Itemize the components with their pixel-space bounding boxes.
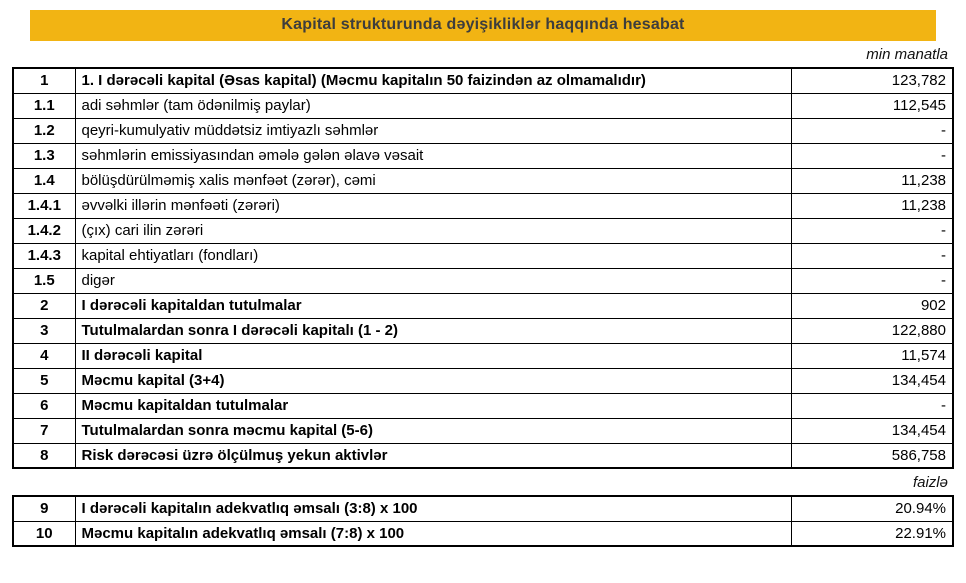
row-number: 8	[13, 443, 75, 468]
row-value: 112,545	[791, 93, 953, 118]
table-row	[13, 343, 953, 368]
table-row	[13, 68, 953, 93]
row-number: 3	[13, 318, 75, 343]
row-label: I dərəcəli kapitalın adekvatlıq əmsalı (3:8) x 100	[75, 496, 791, 521]
row-label: Tutulmalardan sonra I dərəcəli kapitalı (1 - 2)	[75, 318, 791, 343]
row-label: I dərəcəli kapitaldan tutulmalar	[75, 293, 791, 318]
table-row	[13, 193, 953, 218]
units-note-top: min manatla	[866, 46, 948, 63]
row-label: qeyri-kumulyativ müddətsiz imtiyazlı səhmlər	[75, 118, 791, 143]
table-row	[13, 268, 953, 293]
table-row	[13, 243, 953, 268]
row-number: 1.4.1	[13, 193, 75, 218]
row-number: 1.3	[13, 143, 75, 168]
row-label: Risk dərəcəsi üzrə ölçülmuş yekun aktivlər	[75, 443, 791, 468]
row-number: 6	[13, 393, 75, 418]
row-label: Məcmu kapitaldan tutulmalar	[75, 393, 791, 418]
row-label: (çıx) cari ilin zərəri	[75, 218, 791, 243]
table-row	[13, 521, 953, 546]
row-label: əvvəlki illərin mənfəəti (zərəri)	[75, 193, 791, 218]
table-row	[13, 393, 953, 418]
adequacy-ratios-table	[12, 495, 954, 547]
table-row	[13, 93, 953, 118]
row-label: Tutulmalardan sonra məcmu kapital (5-6)	[75, 418, 791, 443]
row-value: -	[791, 268, 953, 293]
row-number: 1.4.2	[13, 218, 75, 243]
row-number: 2	[13, 293, 75, 318]
row-label: 1. I dərəcəli kapital (Əsas kapital) (Məcmu kapitalın 50 faizindən az olmamalıdır)	[75, 68, 791, 93]
table-row	[13, 496, 953, 521]
table-row	[13, 368, 953, 393]
row-value: 134,454	[791, 418, 953, 443]
row-label: Məcmu kapitalın adekvatlıq əmsalı (7:8) x 100	[75, 521, 791, 546]
row-number: 5	[13, 368, 75, 393]
row-number: 9	[13, 496, 75, 521]
row-number: 1.4	[13, 168, 75, 193]
row-value: -	[791, 393, 953, 418]
row-number: 1.2	[13, 118, 75, 143]
row-label: səhmlərin emissiyasından əmələ gələn əlavə vəsait	[75, 143, 791, 168]
row-value: 134,454	[791, 368, 953, 393]
table-row	[13, 443, 953, 468]
row-value: -	[791, 218, 953, 243]
row-number: 4	[13, 343, 75, 368]
table-row	[13, 318, 953, 343]
row-number: 1.5	[13, 268, 75, 293]
row-value: 586,758	[791, 443, 953, 468]
row-value: 902	[791, 293, 953, 318]
row-label: adi səhmlər (tam ödənilmiş paylar)	[75, 93, 791, 118]
report-title: Kapital strukturunda dəyişikliklər haqqında hesabat	[281, 16, 685, 33]
row-number: 10	[13, 521, 75, 546]
row-label: bölüşdürülməmiş xalis mənfəət (zərər), cəmi	[75, 168, 791, 193]
row-value: 11,238	[791, 168, 953, 193]
row-value: 122,880	[791, 318, 953, 343]
row-label: digər	[75, 268, 791, 293]
row-value: -	[791, 143, 953, 168]
table-row	[13, 143, 953, 168]
row-value: 123,782	[791, 68, 953, 93]
units-note-bottom: faizlə	[912, 474, 948, 491]
table-row	[13, 168, 953, 193]
row-label: II dərəcəli kapital	[75, 343, 791, 368]
capital-structure-table	[12, 67, 954, 469]
row-value: 20.94%	[791, 496, 953, 521]
row-number: 1.4.3	[13, 243, 75, 268]
table-row	[13, 118, 953, 143]
row-value: 22.91%	[791, 521, 953, 546]
row-number: 7	[13, 418, 75, 443]
row-value: 11,574	[791, 343, 953, 368]
row-number: 1.1	[13, 93, 75, 118]
row-number: 1	[13, 68, 75, 93]
report-title-bar	[30, 10, 936, 41]
row-value: -	[791, 118, 953, 143]
row-value: 11,238	[791, 193, 953, 218]
row-value: -	[791, 243, 953, 268]
table-row	[13, 418, 953, 443]
row-label: Məcmu kapital (3+4)	[75, 368, 791, 393]
row-label: kapital ehtiyatları (fondları)	[75, 243, 791, 268]
table-row	[13, 218, 953, 243]
table-row	[13, 293, 953, 318]
